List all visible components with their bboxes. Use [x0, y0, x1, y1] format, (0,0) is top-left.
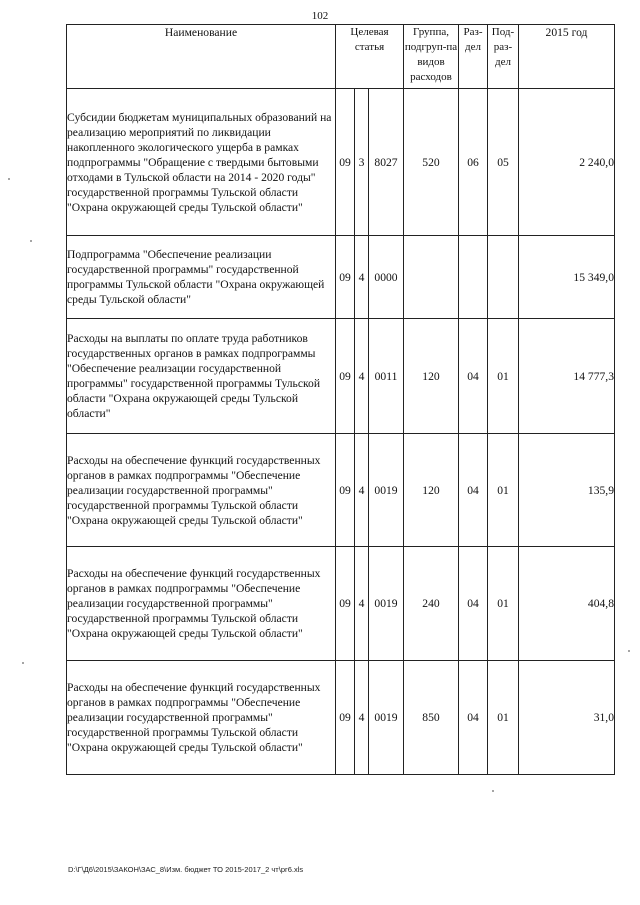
row-sub: 4 [355, 236, 369, 319]
row-prog: 09 [336, 661, 355, 775]
scan-speck [30, 240, 32, 242]
row-subsection: 01 [488, 319, 519, 434]
row-amount: 14 777,3 [519, 319, 615, 434]
header-row [67, 25, 615, 89]
row-name: Расходы на выплаты по оплате труда работников государственных органов в рамках подпрограммы "Обеспечение реализации государственной программы" государственной программы Тульской области "Охрана окружающей среды Тульской области" [67, 319, 336, 434]
row-sub: 3 [355, 89, 369, 236]
row-group: 520 [404, 89, 459, 236]
row-subsection [488, 236, 519, 319]
scan-speck [628, 650, 630, 652]
row-code: 0011 [369, 319, 404, 434]
row-section [459, 236, 488, 319]
row-section: 04 [459, 661, 488, 775]
table-row [67, 661, 615, 775]
row-code: 0019 [369, 547, 404, 661]
row-sub: 4 [355, 319, 369, 434]
row-amount: 15 349,0 [519, 236, 615, 319]
row-code: 0000 [369, 236, 404, 319]
row-amount: 2 240,0 [519, 89, 615, 236]
header-amount: 2015 год [519, 25, 615, 89]
row-subsection: 01 [488, 661, 519, 775]
row-prog: 09 [336, 434, 355, 547]
scan-speck [8, 178, 10, 180]
row-name: Расходы на обеспечение функций государственных органов в рамках подпрограммы "Обеспечение реализации государственной программы" государственной программы Тульской области "Охрана окружающей среды Тульской области" [67, 547, 336, 661]
row-prog: 09 [336, 547, 355, 661]
row-name: Субсидии бюджетам муниципальных образований на реализацию мероприятий по ликвидации накопленного экологического ущерба в рамках подпрограммы "Обращение с твердыми бытовыми отходами в Тульской области на 2014 - 2020 годы" государственной программы Тульской области "Охрана окружающей среды Тульской области" [67, 89, 336, 236]
table-row [67, 319, 615, 434]
table-row [67, 89, 615, 236]
row-name: Расходы на обеспечение функций государственных органов в рамках подпрограммы "Обеспечение реализации государственной программы" государственной программы Тульской области "Охрана окружающей среды Тульской области" [67, 661, 336, 775]
row-section: 06 [459, 89, 488, 236]
row-prog: 09 [336, 236, 355, 319]
row-amount: 404,8 [519, 547, 615, 661]
row-subsection: 01 [488, 434, 519, 547]
row-subsection: 05 [488, 89, 519, 236]
header-group: Группа, подгруп-па видов расходов [404, 25, 459, 89]
row-code: 0019 [369, 434, 404, 547]
scan-speck [22, 662, 24, 664]
row-section: 04 [459, 319, 488, 434]
header-target: Целевая статья [336, 25, 404, 89]
row-prog: 09 [336, 89, 355, 236]
table-row [67, 236, 615, 319]
row-group: 120 [404, 434, 459, 547]
header-section: Раз-дел [459, 25, 488, 89]
row-sub: 4 [355, 547, 369, 661]
row-amount: 31,0 [519, 661, 615, 775]
row-amount: 135,9 [519, 434, 615, 547]
row-name: Подпрограмма "Обеспечение реализации государственной программы" государственной программы Тульской области "Охрана окружающей среды Тульской области" [67, 236, 336, 319]
header-subsection: Под-раз-дел [488, 25, 519, 89]
row-sub: 4 [355, 434, 369, 547]
row-section: 04 [459, 434, 488, 547]
header-name: Наименование [67, 25, 336, 89]
row-prog: 09 [336, 319, 355, 434]
row-subsection: 01 [488, 547, 519, 661]
row-code: 0019 [369, 661, 404, 775]
row-name: Расходы на обеспечение функций государственных органов в рамках подпрограммы "Обеспечение реализации государственной программы" государственной программы Тульской области "Охрана окружающей среды Тульской области" [67, 434, 336, 547]
row-group [404, 236, 459, 319]
row-group: 240 [404, 547, 459, 661]
row-section: 04 [459, 547, 488, 661]
budget-table [66, 24, 615, 775]
file-path-footer: D:\Г\Д6\2015\ЗАКОН\ЗАС_8\Изм. бюджет ТО 2015-2017_2 чт\рг6.xls [68, 865, 304, 874]
row-sub: 4 [355, 661, 369, 775]
page-number: 102 [311, 10, 329, 22]
table-row [67, 434, 615, 547]
row-code: 8027 [369, 89, 404, 236]
row-group: 120 [404, 319, 459, 434]
scan-speck [492, 790, 494, 792]
row-group: 850 [404, 661, 459, 775]
table-row [67, 547, 615, 661]
